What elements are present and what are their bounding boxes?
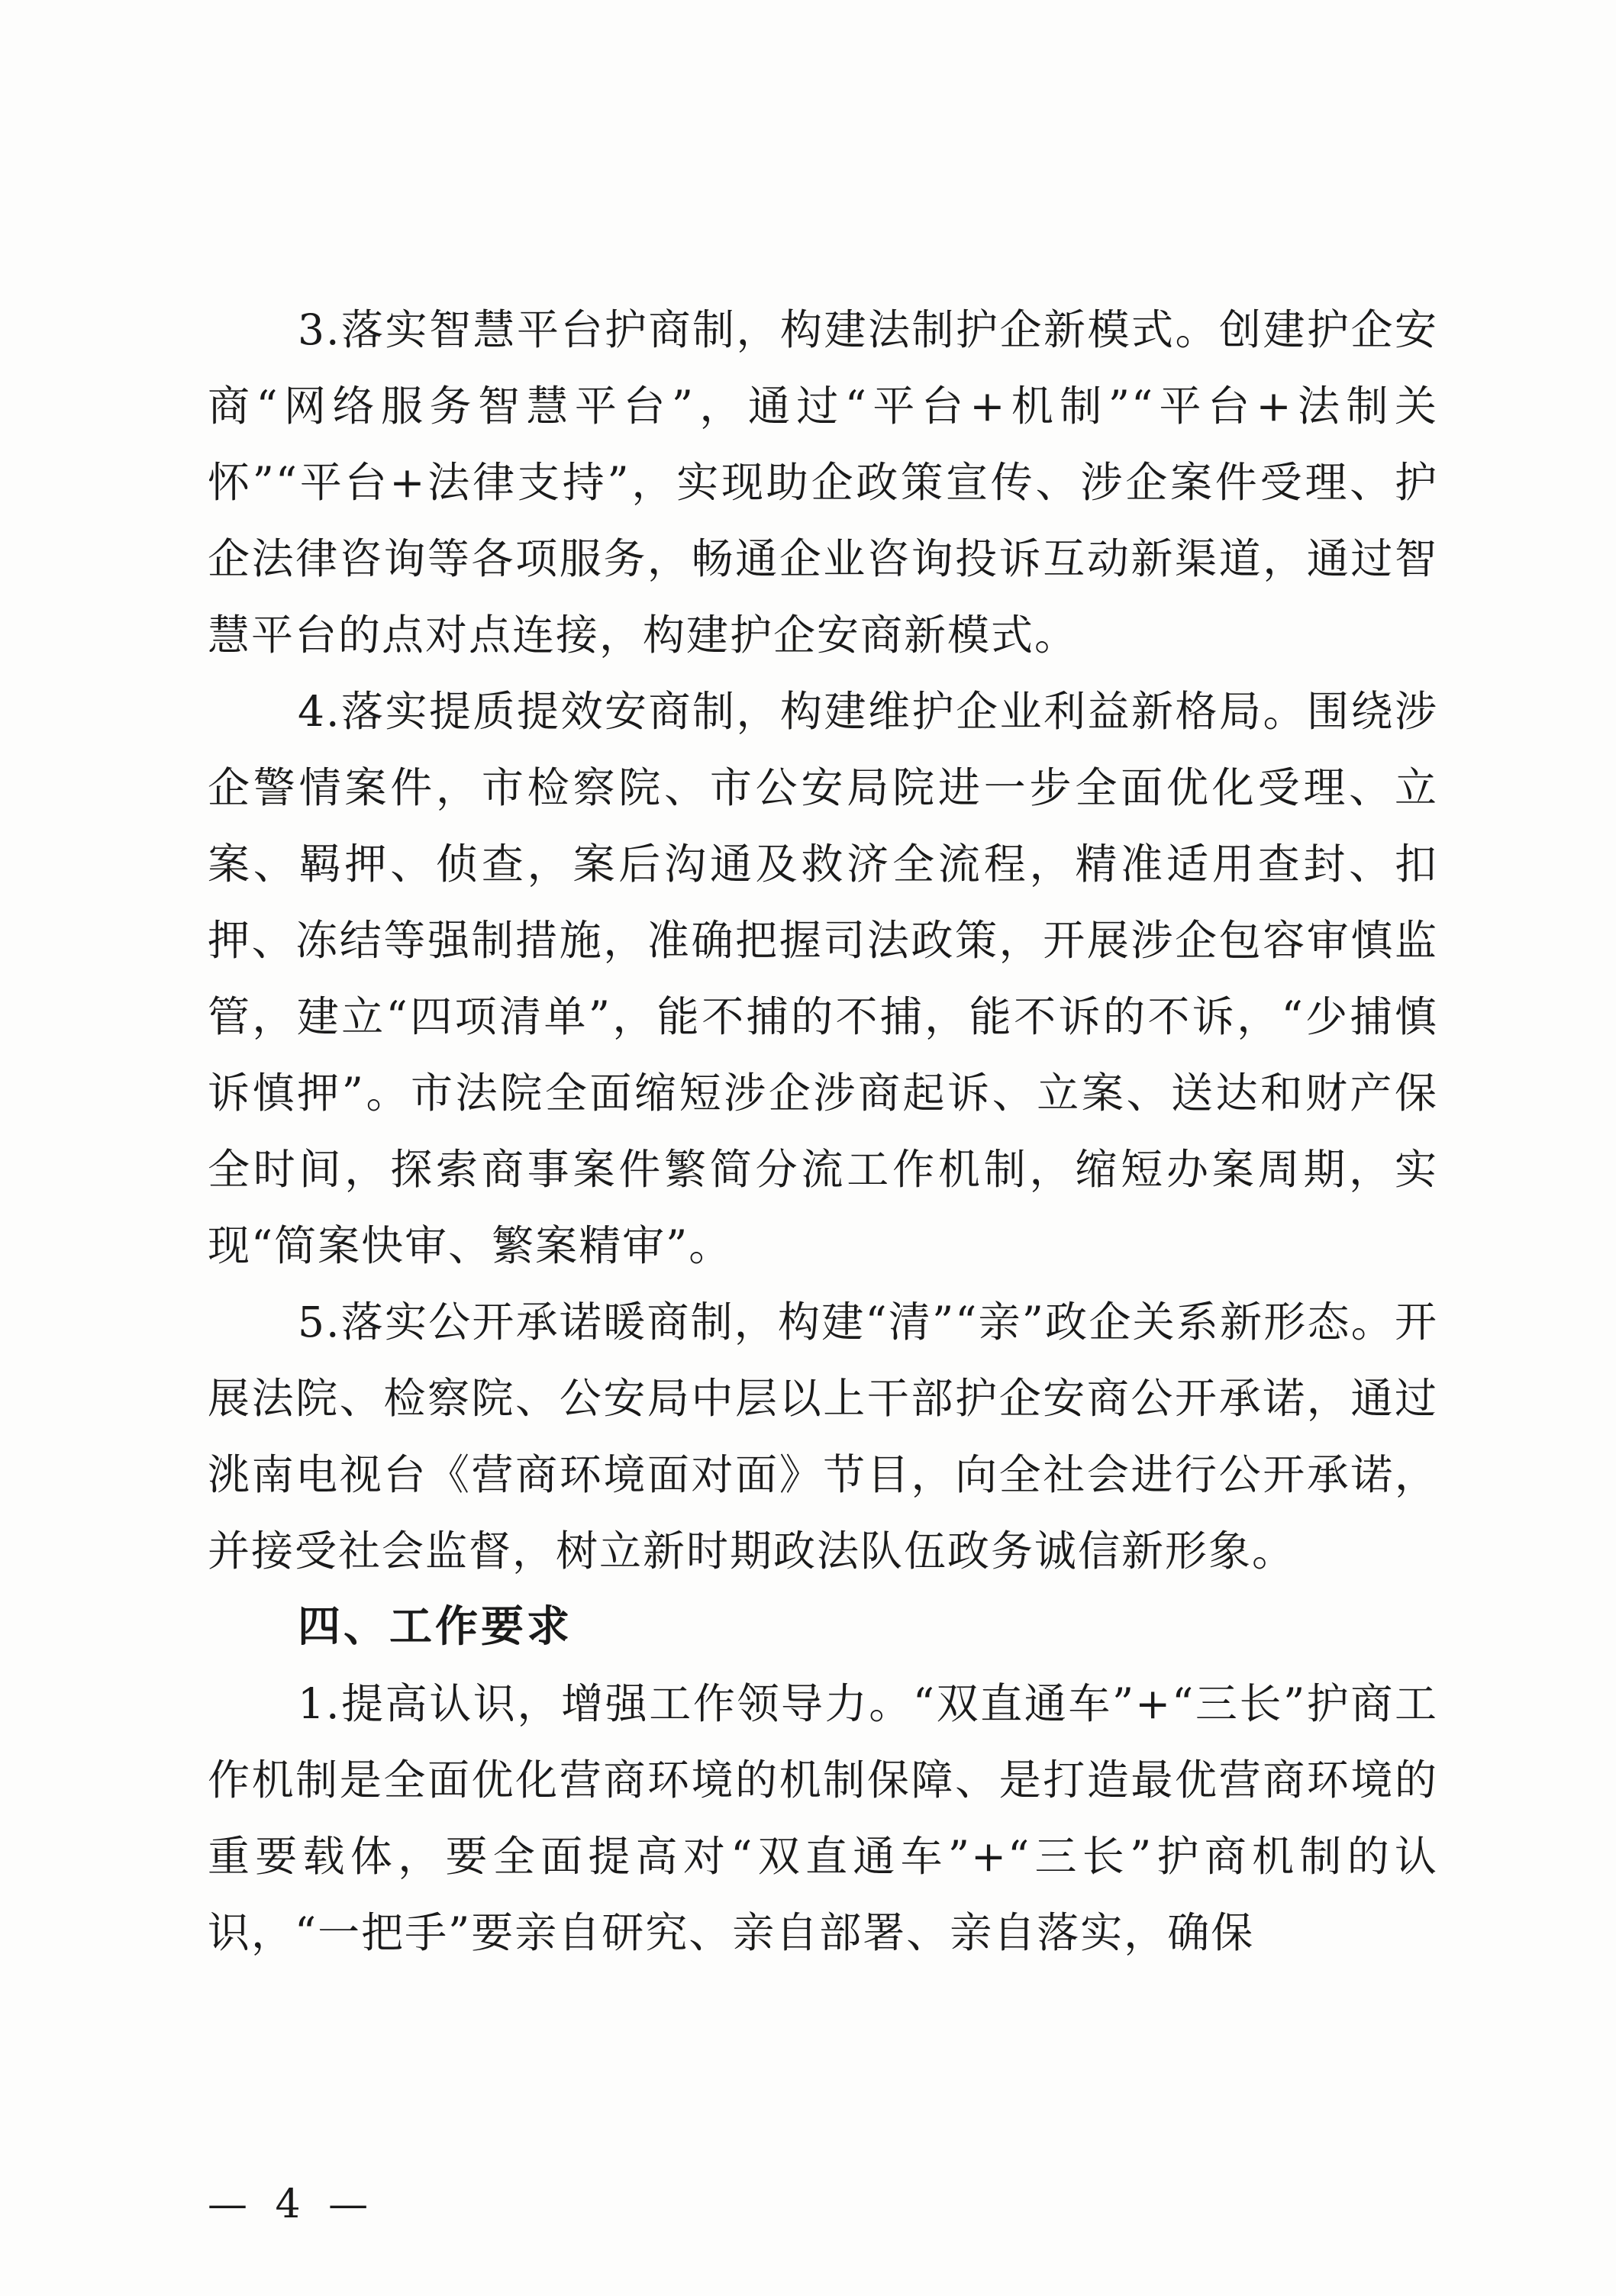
paragraph-item-3: 3.落实智慧平台护商制，构建法制护企新模式。创建护企安商“网络服务智慧平台”，通过“平台+机制”“平台+法制关怀”“平台+法律支持”，实现助企政策宣传、涉企案件受理、护企法律咨询等各项服务，畅通企业咨询投诉互动新渠道，通过智慧平台的点对点连接，构建护企安商新模式。 <box>208 305 1438 659</box>
page-number: — 4 — <box>208 2182 376 2227</box>
section-heading: 四、工作要求 <box>298 1602 573 1652</box>
paragraph-item-5: 5.落实公开承诺暖商制，构建“清”“亲”政企关系新形态。开展法院、检察院、公安局中层以上干部护企安商公开承诺，通过洮南电视台《营商环境面对面》节目，向全社会进行公开承诺，并接受社会监督，树立新时期政法队伍政务诚信新形象。 <box>208 1298 1438 1575</box>
paragraph-requirement-1: 1.提高认识，增强工作领导力。“双直通车”+“三长”护商工作机制是全面优化营商环境的机制保障、是打造最优营商环境的重要载体，要全面提高对“双直通车”+“三长”护商机制的认识，“一把手”要亲自研究、亲自部署、亲自落实，确保 <box>208 1679 1438 1957</box>
body-text <box>208 292 1438 1971</box>
paragraph-item-4: 4.落实提质提效安商制，构建维护企业利益新格局。围绕涉企警情案件，市检察院、市公安局院进一步全面优化受理、立案、羁押、侦查，案后沟通及救济全流程，精准适用查封、扣押、冻结等强制措施，准确把握司法政策，开展涉企包容审慎监管，建立“四项清单”，能不捕的不捕，能不诉的不诉，“少捕慎诉慎押”。市法院全面缩短涉企涉商起诉、立案、送达和财产保全时间，探索商事案件繁简分流工作机制，缩短办案周期，实现“简案快审、繁案精审”。 <box>208 687 1438 1270</box>
